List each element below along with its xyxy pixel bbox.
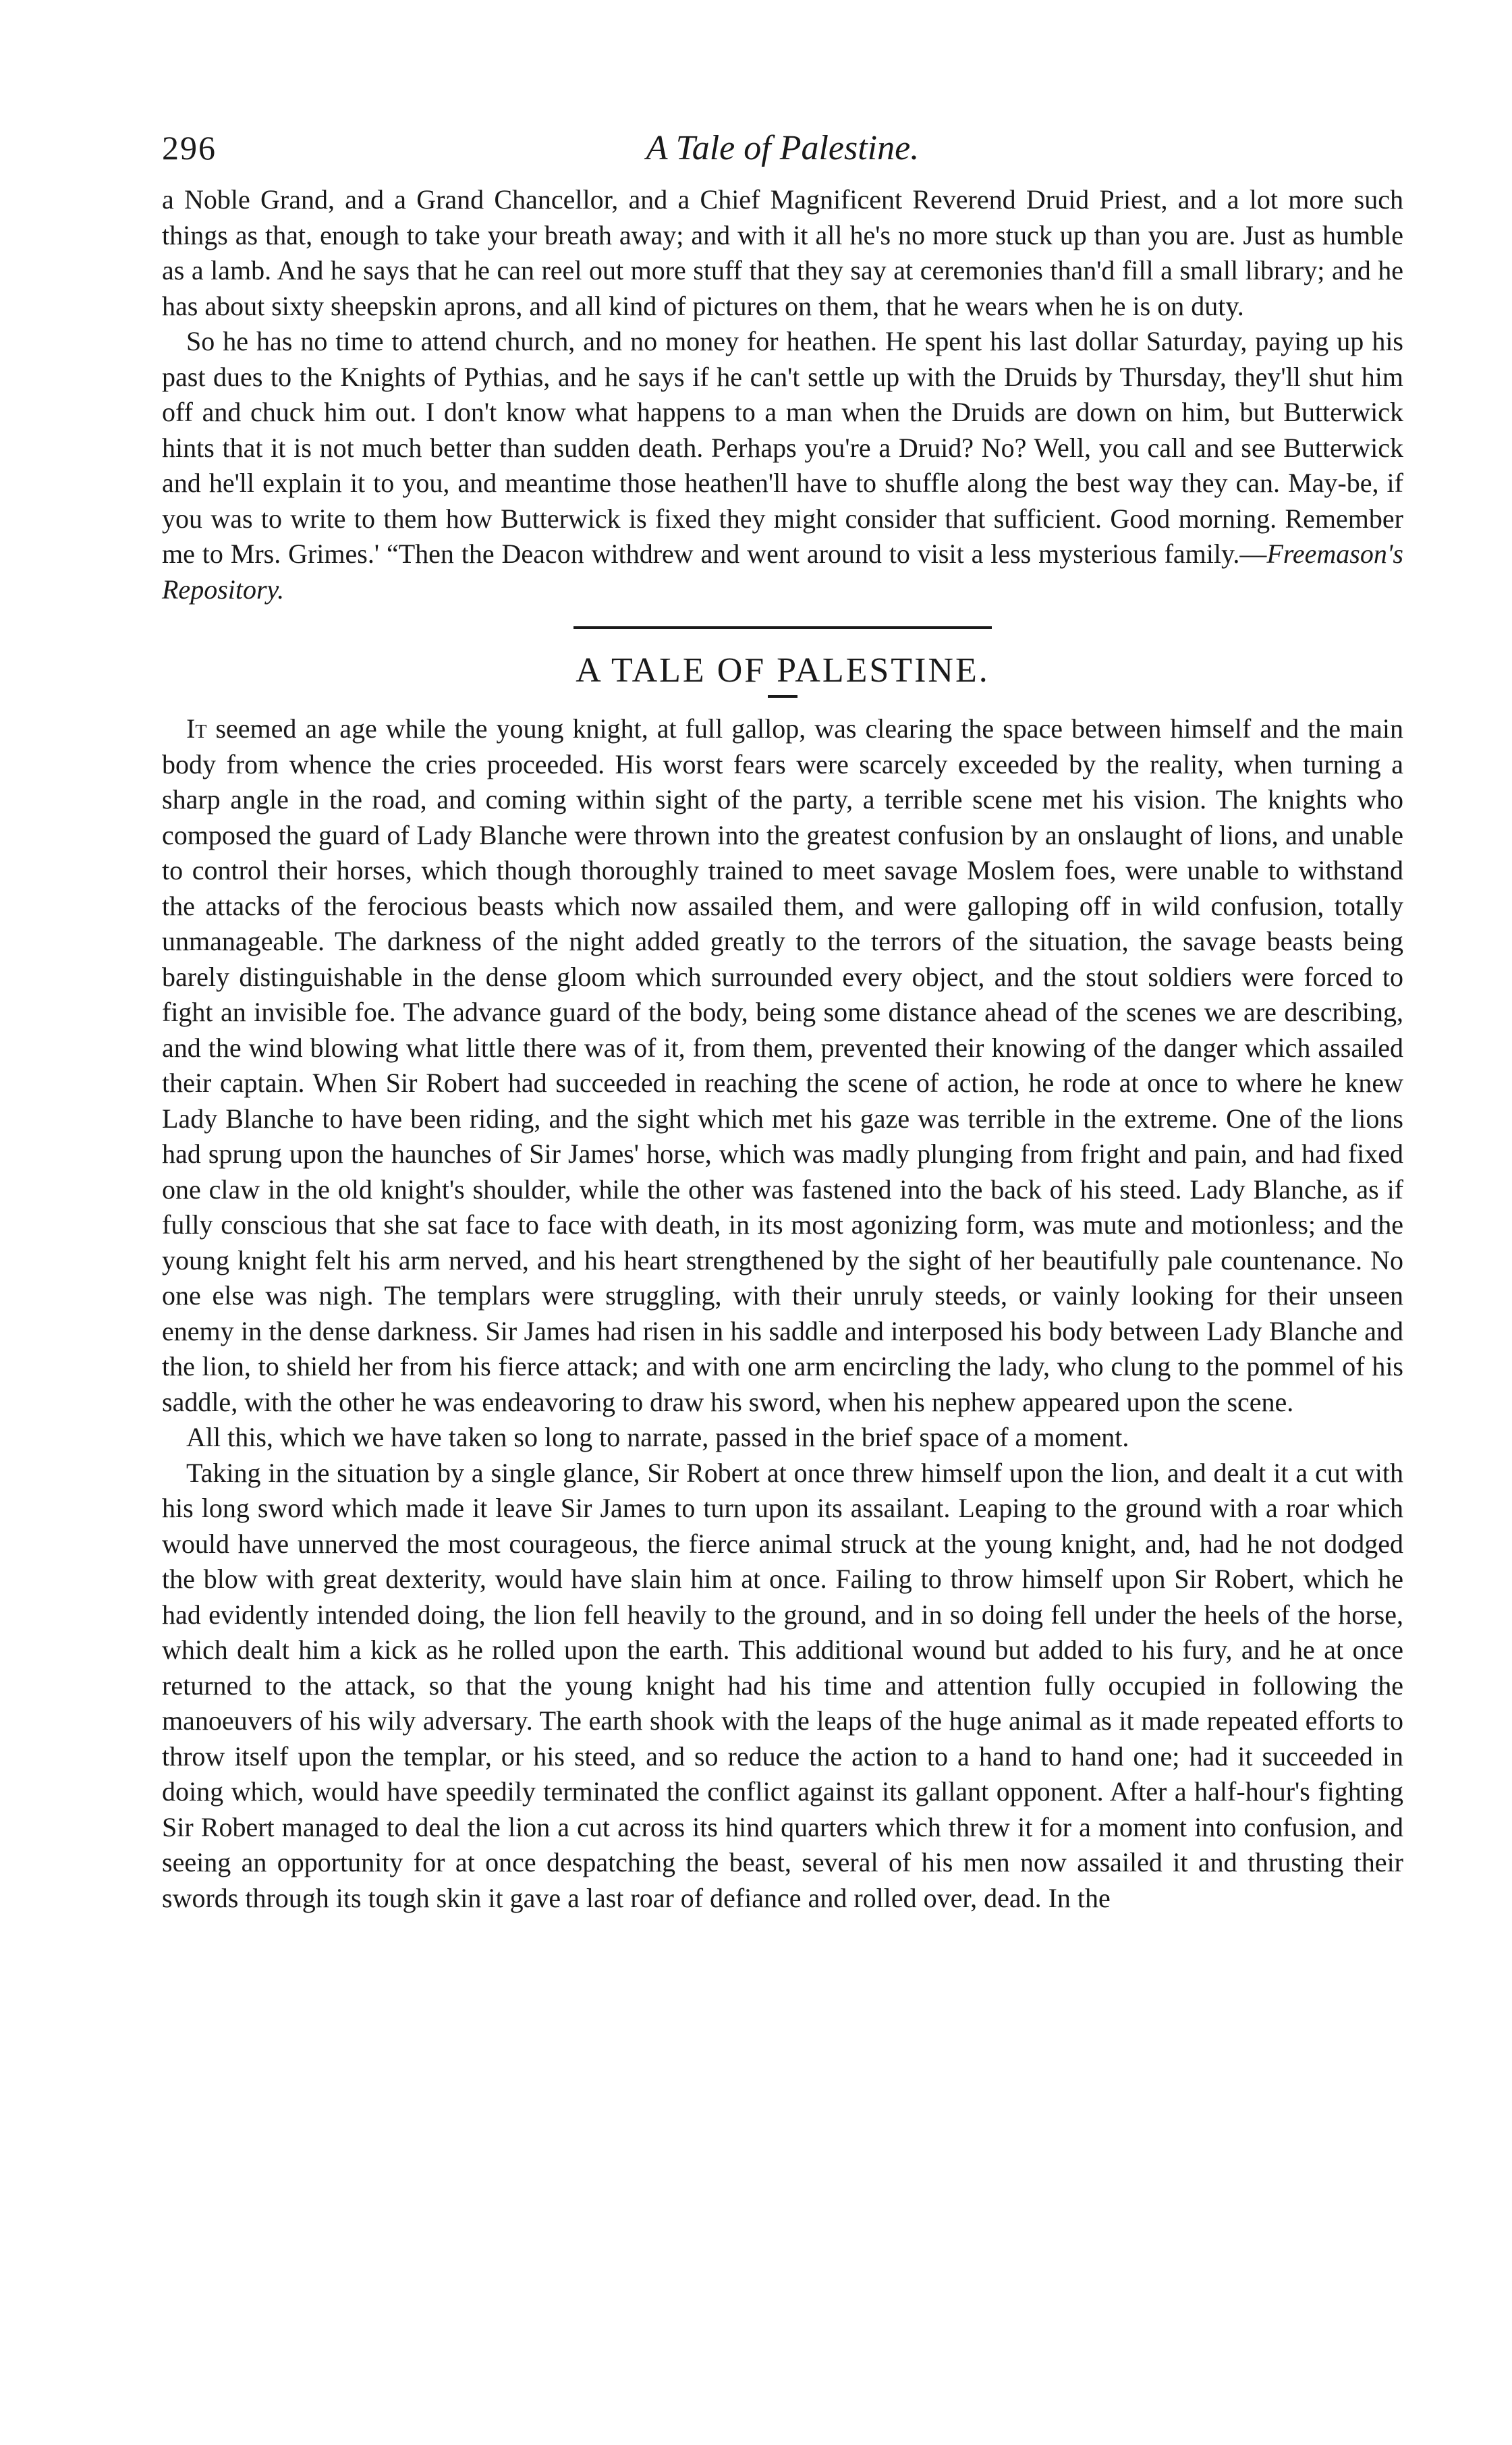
paragraph [162, 711, 1403, 1420]
article-body [162, 711, 1403, 1916]
page [162, 121, 1403, 1916]
paragraph: a Noble Grand, and a Grand Chancellor, and a Chief Magnificent Reverend Druid Priest, and a lot more such things as that, enough to take your breath away; and with it all he's no more stuck up than you are. Just as humble as a lamb. And he says that he can reel out more stuff that they say at ceremonies than'd fill a small library; and he has about sixty sheepskin aprons, and all kind of pictures on them, that he wears when he is on duty. [162, 184, 1403, 321]
running-head [162, 121, 1403, 182]
previous-article [162, 182, 1403, 607]
source-citation: Freemason's Repository. [162, 539, 1403, 605]
article-title: A TALE OF PALESTINE. [576, 651, 990, 690]
paragraph: Taking in the situation by a single glance, Sir Robert at once threw himself upon the lion, and dealt it a cut with his long sword which made it leave Sir James to turn upon its assailant. Leaping to the ground with a roar which would have unnerved the most courageous, the fierce animal struck at the young knight, and, had he not dodged the blow with great dexterity, would have slain him at once. Failing to throw himself upon Sir Robert, which he had evidently intended doing, the lion fell heavily to the ground, and in so doing fell under the heels of the horse, which dealt him a kick as he rolled upon the earth. This additional wound but added to his fury, and he at once returned to the attack, so that the young knight had his time and attention fully occupied in following the manoeuvers of his wily adversary. The earth shook with the leaps of the huge animal as it made repeated efforts to throw itself upon the templar, or his steed, and so reduce the action to a hand to hand one; had it succeeded in doing which, would have speedily terminated the conflict against its gallant opponent. After a half-hour's fighting Sir Robert managed to deal the lion a cut across its hind quarters which threw it for a moment into confusion, and seeing an opportunity for at once despatching the beast, several of his men now assailed it and thrusting their swords through its tough skin it gave a last roar of defiance and rolled over, dead. In the [162, 1457, 1403, 1913]
running-title: A Tale of Palestine. [646, 129, 920, 167]
lead-word: It [186, 713, 207, 744]
paragraph [162, 324, 1403, 607]
page-number: 296 [162, 129, 217, 167]
title-dash [768, 695, 797, 698]
paragraph: All this, which we have taken so long to narrate, passed in the brief space of a moment. [186, 1422, 1129, 1452]
paragraph-text: seemed an age while the young knight, at full gallop, was clearing the space between himself and the main body from whence the cries proceeded. His worst fears were scarcely exceeded by the reality, when turning a sharp angle in the road, and coming within sight of the party, a terrible scene met his vision. The knights who composed the guard of Lady Blanche were thrown into the greatest confusion by an onslaught of lions, and unable to control their horses, which though thoroughly trained to meet savage Moslem foes, were unable to withstand the attacks of the ferocious beasts which now assailed them, and were galloping off in wild confusion, totally unmanageable. The darkness of the night added greatly to the terrors of the situation, the savage beasts being barely distinguishable in the dense gloom which surrounded every object, and the stout soldiers were forced to fight an invisible foe. The advance guard of the body, being some distance ahead of the scenes we are describing, and the wind blowing what little there was of it, from them, prevented their knowing of the danger which assailed their captain. When Sir Robert had succeeded in reaching the scene of action, he rode at once to where he knew Lady Blanche to have been riding, and the sight which met his gaze was terrible in the extreme. One of the lions had sprung upon the haunches of Sir James' horse, which was madly plunging from fright and pain, and had fixed one claw in the old knight's shoulder, while the other was fastened into the back of his steed. Lady Blanche, as if fully conscious that she sat face to face with death, in its most agonizing form, was mute and motionless; and the young knight felt his arm nerved, and his heart strengthened by the sight of her beautifully pale countenance. No one else was nigh. The templars were struggling, with their unruly steeds, or vainly looking for their unseen enemy in the dense darkness. Sir James had risen in his saddle and interposed his body between Lady Blanche and the lion, to shield her from his fierce attack; and with one arm encircling the lady, who clung to the pommel of his saddle, with the other he was endeavoring to draw his sword, when his nephew appeared upon the scene. [162, 713, 1403, 1417]
section-divider [573, 626, 992, 629]
paragraph-text: So he has no time to attend church, and no money for heathen. He spent his last dollar Saturday, paying up his past dues to the Knights of Pythias, and he says if he can't settle up with the Druids by Thursday, they'll shut him off and chuck him out. I don't know what happens to a man when the Druids are down on him, but Butterwick hints that it is not much better than sudden death. Perhaps you're a Druid? No? Well, you call and see Butterwick and he'll explain it to you, and meantime those heathen'll have to shuffle along the best way they can. May-be, if you was to write to them how Butterwick is fixed they might consider that sufficient. Good morning. Remember me to Mrs. Grimes.' “Then the Deacon withdrew and went around to visit a less mysterious family.— [162, 326, 1403, 569]
